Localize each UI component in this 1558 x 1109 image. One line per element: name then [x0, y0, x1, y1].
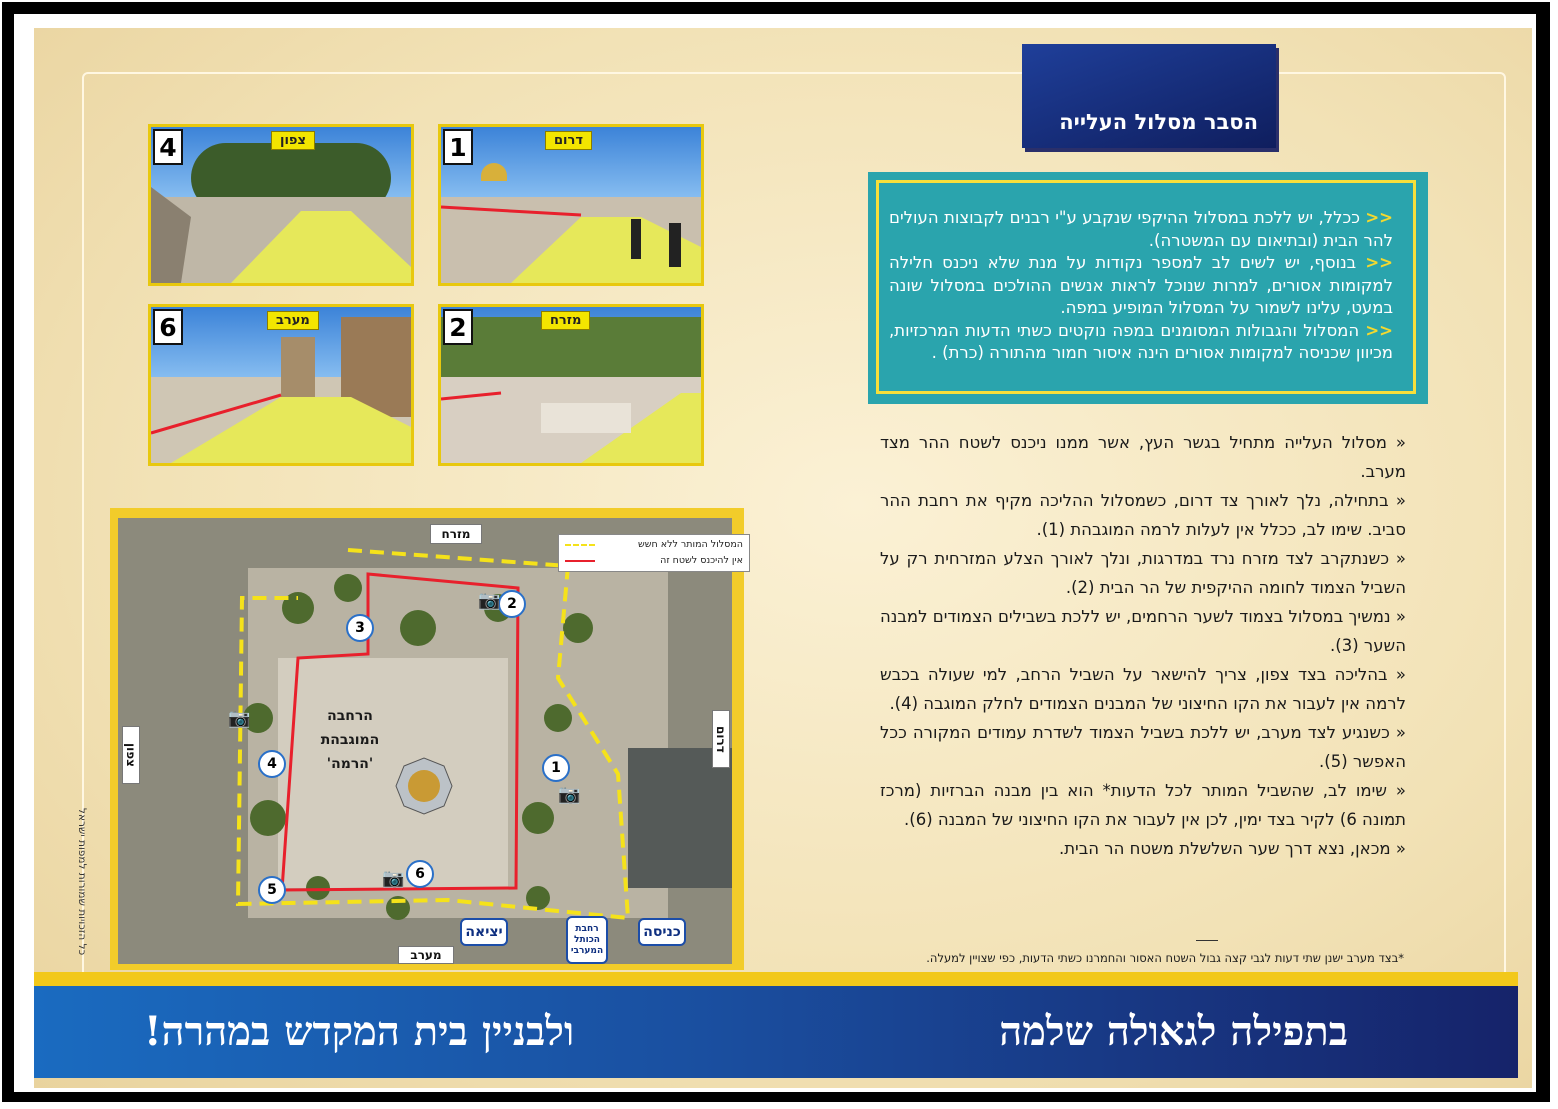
legend-forbidden-line [565, 560, 595, 562]
map-marker: 5 [258, 876, 286, 904]
map-marker: 1 [542, 754, 570, 782]
copyright: כל הזכויות שמורות למפות ישראל [76, 808, 88, 956]
photo-south: 1 דרום [438, 124, 704, 286]
route-paragraph: « נמשיך במסלול בצמוד לשער הרחמים, יש ללכת בשבילים הצמודים למבנה השער (3). [880, 607, 1406, 655]
footnote: *בצד מערב ישנן שתי דעות לגבי קצה גבול השטח האסור והחמרנו כשתי הדעות, כפי שצויין למעלה. [926, 951, 1404, 965]
platform-label: הרחבה המוגבהת 'הרמה' [320, 708, 380, 772]
map-label-east: מזרח [430, 524, 482, 544]
camera-icon: 📷 [228, 708, 251, 729]
map-label-west: מערב [398, 946, 454, 964]
title-tab [1022, 44, 1276, 148]
route-paragraph: « בתחילה, נלך לאורך צד דרום, כשמסלול ההליכה מקיף את רחבת ההר סביב. שימו לב, ככלל אין לעלות לרמה המוגבהת (1). [880, 491, 1407, 539]
photo-north: 4 צפון [148, 124, 414, 286]
route-paragraph: « בהליכה בצד צפון, צריך להישאר על השביל הרחב, למי שעולה בכבש לרמה אין לעבור את הקו החיצוני של המבנים הצמודים לחלק המוגבה (4). [880, 665, 1406, 713]
footer-banner [34, 986, 1518, 1078]
camera-icon: 📷 [558, 784, 581, 805]
banner-left-text: ולבניין בית המקדש במהרה! [144, 1008, 575, 1055]
map-label-south: דרום [712, 710, 730, 768]
photo-east: 2 מזרח [438, 304, 704, 466]
route-paragraph: « שימו לב, שהשביל המותר לכל הדעות* הוא בין מבנה הברזיות (מרכז תמונה 6) לקיר בצד ימין, לכן אין לעבור את הקו החיצוני של המבנה (6). [880, 781, 1406, 829]
map-exit-label: יציאה [460, 918, 508, 946]
banner-right-text: בתפילה לגאולה שלמה [999, 1008, 1348, 1055]
map-marker: 2 [498, 590, 526, 618]
route-paragraph: « מכאן, נצא דרך שער השלשלת משטח הר הבית. [1058, 839, 1406, 858]
camera-icon: 📷 [478, 590, 501, 611]
map-marker: 6 [406, 860, 434, 888]
banner-gold-stripe [34, 972, 1518, 986]
map-label-north: צפון [122, 726, 140, 784]
intro-paragraph: << ככלל, יש ללכת במסלול ההיקפי שנקבע ע"י רבנים לקבוצות העולים להר הבית (ובתיאום עם המשטרה). [889, 208, 1394, 250]
paper-background [34, 28, 1532, 1088]
temple-mount-map [118, 518, 732, 964]
intro-box-inner [876, 180, 1416, 394]
page-title: הסבר מסלול העלייה [1059, 110, 1258, 134]
camera-icon: 📷 [382, 868, 405, 889]
map-legend: המסלול המותר ללא חשש אין להיכנס לשטח זה [558, 534, 750, 572]
map-marker: 3 [346, 614, 374, 642]
photo-west: 6 מערב [148, 304, 414, 466]
route-paragraph: « כשנגיע לצד מערב, יש ללכת בשביל הצמוד לשדרת עמודים המקורה ככל האפשר (5). [880, 723, 1407, 771]
intro-paragraph: << בנוסף, יש לשים לב למספר נקודות על מנת שלא ניכנס חלילה למקומות אסורים, למרות שנוכל לראות אנשים ההולכים במסלול שונה במעט, עלינו לשמור על המסלול המופיע במפה. [889, 253, 1393, 317]
map-entrance-label: כניסה [638, 918, 686, 946]
legend-allowed-line [565, 544, 595, 546]
route-text [880, 428, 1406, 863]
intro-paragraph: << המסלול והגבולות המסומנים במפה נוקטים כשתי הדעות המרכזיות, מכיוון שכניסה למקומות אסורים הינה איסור חמור מהתורה (כרת) . [889, 320, 1393, 362]
route-paragraph: « מסלול העלייה מתחיל בגשר העץ, אשר ממנו ניכנס לשטח ההר מצד מערב. [880, 433, 1406, 481]
footnote-divider [1196, 940, 1218, 941]
map-western-wall-plaza-label: רחבת הכותל המערבי [566, 916, 608, 964]
route-paragraph: « כשנתקרב לצד מזרח נרד במדרגות, ונלך לאורך הצלע המזרחית רק על השביל הצמוד לחומה ההיקפית של הר הבית (2). [880, 549, 1407, 597]
map-marker: 4 [258, 750, 286, 778]
